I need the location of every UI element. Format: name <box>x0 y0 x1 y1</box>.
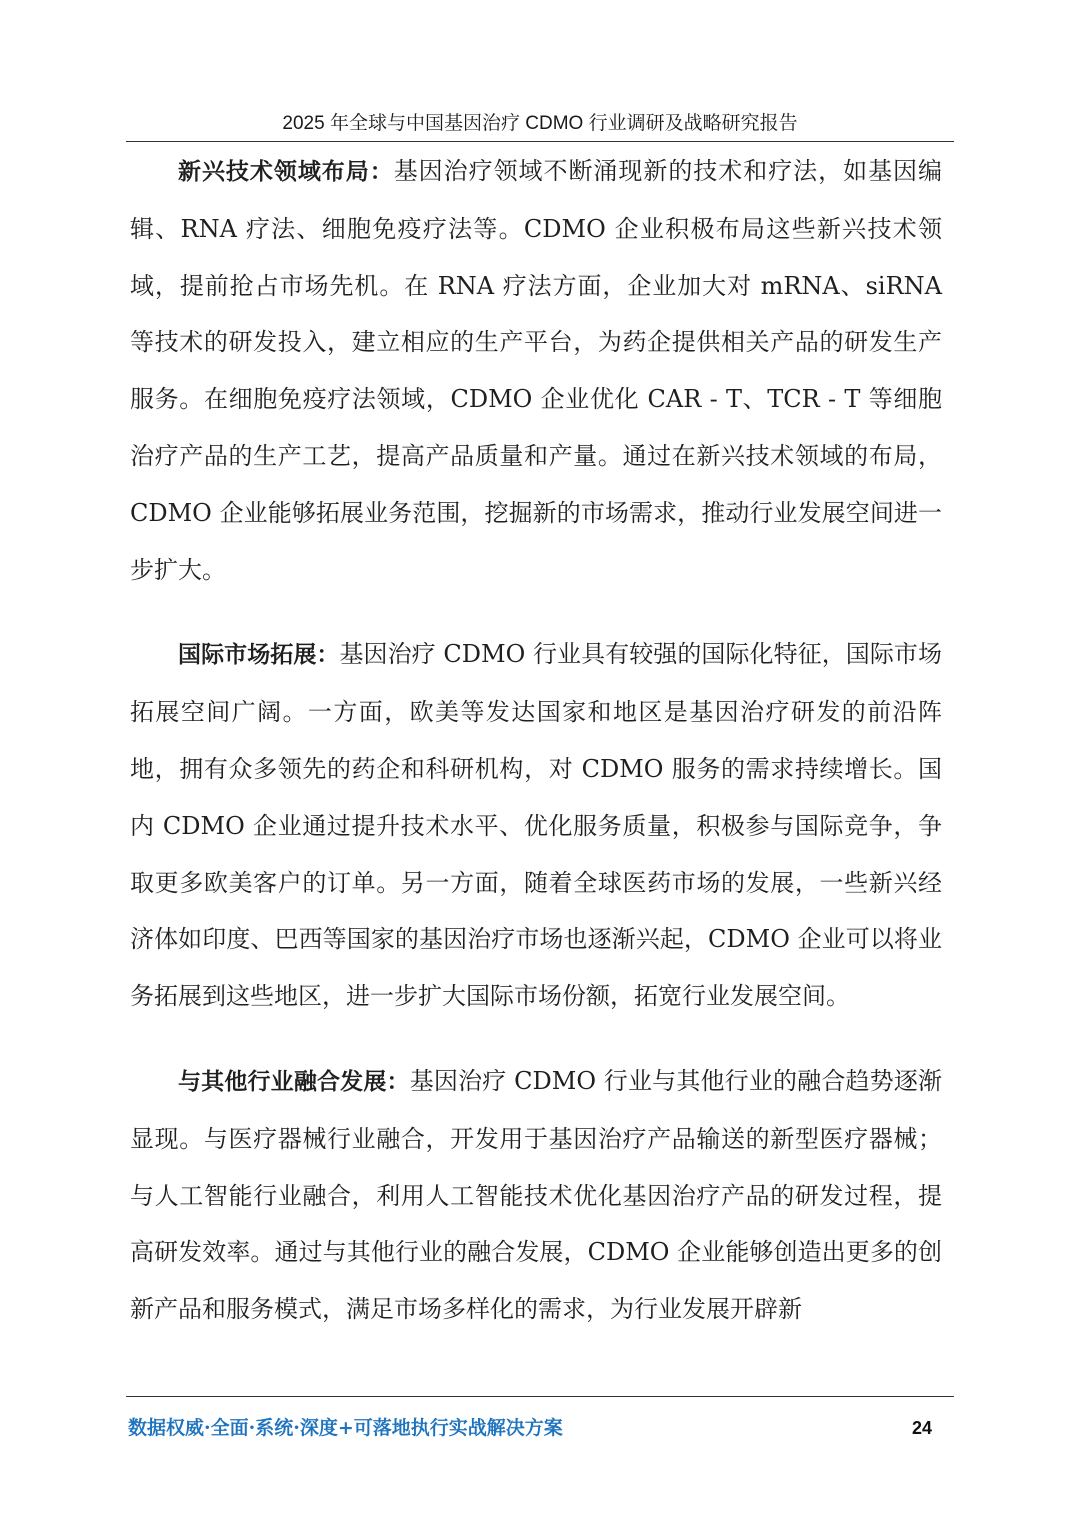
paragraph-heading: 国际市场拓展： <box>178 642 340 669</box>
footer-divider <box>126 1396 954 1397</box>
paragraph-international-market <box>130 626 942 1025</box>
paragraph-emerging-tech <box>130 143 942 598</box>
paragraph-text: 基因治疗 CDMO 行业与其他行业的融合趋势逐渐显现。与医疗器械行业融合，开发用于基因治疗产品输送的新型医疗器械；与人工智能行业融合，利用人工智能技术优化基因治疗产品的研发过程，提高研发效率。通过与其他行业的融合发展，CDMO 企业能够创造出更多的创新产品和服务模式，满足市场多样化的需求，为行业发展开辟新 <box>130 1066 942 1324</box>
paragraph-industry-integration <box>130 1053 942 1338</box>
footer-slogan: 数据权威·全面·系统·深度+可落地执行实战解决方案 <box>128 1417 563 1439</box>
paragraph-text: 基因治疗领域不断涌现新的技术和疗法，如基因编辑、RNA 疗法、细胞免疫疗法等。CDMO 企业积极布局这些新兴技术领域，提前抢占市场先机。在 RNA 疗法方面，企业加大对 mRNA、siRNA 等技术的研发投入，建立相应的生产平台，为药企提供相关产品的研发生产服务。在细胞免疫疗法领域，CDMO 企业优化 CAR - T、TCR - T 等细胞治疗产品的生产工艺，提高产品质量和产量。通过在新兴技术领域的布局，CDMO 企业能够拓展业务范围，挖掘新的市场需求，推动行业发展空间进一步扩大。 <box>130 157 943 584</box>
paragraph-text: 基因治疗 CDMO 行业具有较强的国际化特征，国际市场拓展空间广阔。一方面，欧美等发达国家和地区是基因治疗研发的前沿阵地，拥有众多领先的药企和科研机构，对 CDMO 服务的需求持续增长。国内 CDMO 企业通过提升技术水平、优化服务质量，积极参与国际竞争，争取更多欧美客户的订单。另一方面，随着全球医药市场的发展，一些新兴经济体如印度、巴西等国家的基因治疗市场也逐渐兴起，CDMO 企业可以将业务拓展到这些地区，进一步扩大国际市场份额，拓宽行业发展空间。 <box>130 640 942 1011</box>
page-header-title: 2025 年全球与中国基因治疗 CDMO 行业调研及战略研究报告 <box>282 113 798 134</box>
document-body <box>130 143 942 1338</box>
paragraph-heading: 与其他行业融合发展： <box>178 1068 410 1095</box>
page-number: 24 <box>911 1418 932 1438</box>
paragraph-heading: 新兴技术领域布局： <box>178 159 394 185</box>
header-divider <box>126 141 954 142</box>
